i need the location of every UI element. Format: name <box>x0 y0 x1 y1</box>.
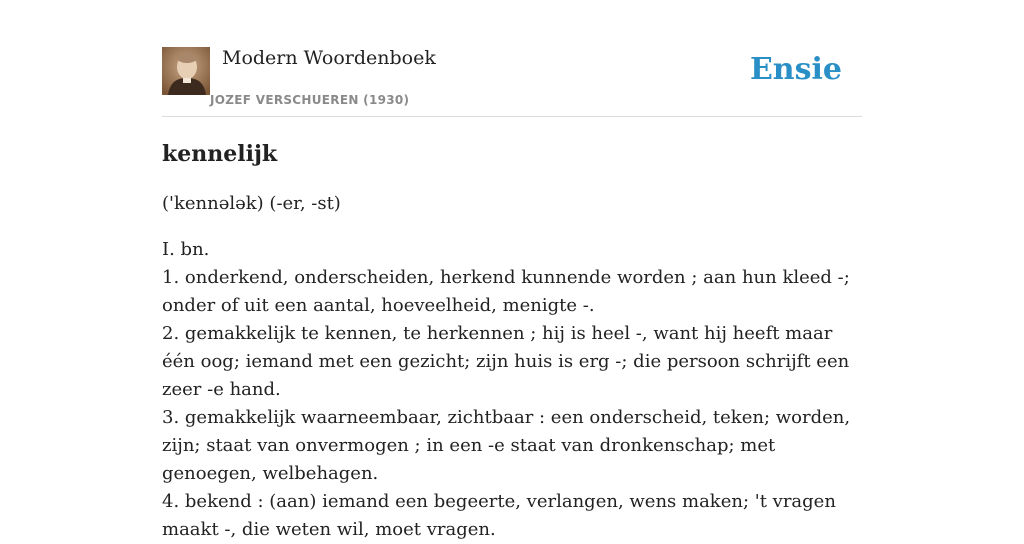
definition-item: 2. gemakkelijk te kennen, te herkennen ; hij is heel -, want hij heeft maar één oog; iemand met een gezicht; zijn huis is erg -; die persoon schrijft een zeer -e hand. <box>162 323 850 400</box>
pronunciation: ('kennələk) (-er, -st) <box>162 193 341 214</box>
author-portrait-icon[interactable] <box>162 47 210 95</box>
site-logo[interactable]: Ensie <box>749 52 842 87</box>
header <box>162 46 862 117</box>
definition-item: 3. gemakkelijk waarneembaar, zichtbaar : een onderscheid, teken; worden, zijn; staat van onvermogen ; in een -e staat van dronkenschap; met genoegen, welbehagen. <box>162 407 851 484</box>
author-name: JOZEF VERSCHUEREN (1930) <box>210 93 410 107</box>
headword: kennelijk <box>162 141 278 167</box>
word-category: I. bn. <box>162 239 210 260</box>
entry-content <box>162 138 862 544</box>
definition-item: 4. bekend : (aan) iemand een begeerte, verlangen, wens maken; 't vragen maakt -, die weten wil, moet vragen. <box>162 491 836 540</box>
book-title[interactable]: Modern Woordenboek <box>222 47 436 69</box>
definitions <box>162 236 862 544</box>
definition-item: 1. onderkend, onderscheiden, herkend kunnende worden ; aan hun kleed -; onder of uit een aantal, hoeveelheid, menigte -. <box>162 267 850 316</box>
